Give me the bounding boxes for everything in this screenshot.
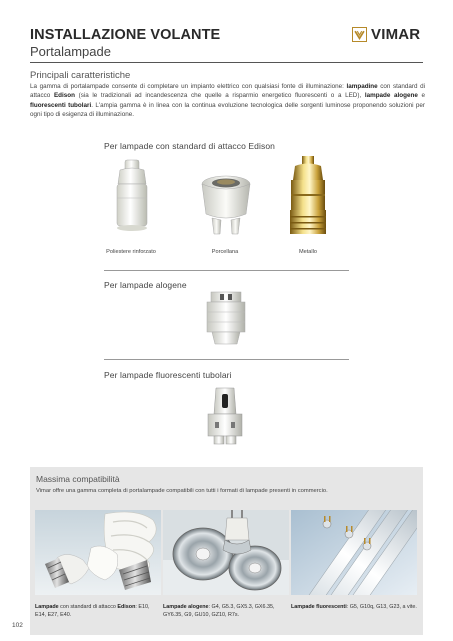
intro-paragraph [30, 82, 425, 119]
intro-bold: lampade alogene [364, 92, 418, 100]
halogen-lampholder-image [203, 290, 249, 348]
plastic-lampholder-image [110, 158, 154, 240]
caption-bold: Edison [117, 604, 136, 610]
caption-bold: Lampade [35, 604, 59, 610]
halogen-lamps-photo [163, 510, 289, 595]
page-title: INSTALLAZIONE VOLANTE [30, 27, 221, 43]
edison-lamps-caption [35, 604, 161, 619]
intro-bold: fluorescenti tubolari [30, 101, 92, 109]
caption-bold: Lampade alogene [163, 604, 209, 610]
fluorescent-group-title: Per lampade fluorescenti tubolari [104, 370, 232, 380]
intro-bold: lampadine [346, 83, 378, 90]
compatibility-heading: Massima compatibilità [36, 474, 120, 484]
header-divider [30, 62, 423, 63]
brand-logo [352, 26, 420, 43]
halogen-lamps-caption [163, 604, 289, 619]
page-subtitle: Portalampade [30, 44, 111, 59]
fluorescent-lamps-photo [291, 510, 417, 595]
edison-caption-2: Porcellana [211, 249, 239, 255]
intro-bold: Edison [53, 92, 75, 100]
group-divider [104, 359, 349, 360]
fluorescent-lamps-caption [291, 604, 417, 612]
intro-text: . L'ampia gamma è in linea con la continua evoluzione tecnologica delle sorgenti luminose proponendo soluzioni per ogni tipo di esigenza di illuminazione. [30, 101, 426, 118]
vimar-logo-icon [352, 27, 367, 42]
intro-text: (sia le tradizionali ad incandescenza che quelle a risparmio energetico fluorescenti o a LED), [74, 92, 365, 100]
edison-caption-1: Poliestere rinforzato [106, 249, 156, 255]
edison-group-title: Per lampade con standard di attacco Edison [104, 141, 275, 151]
edison-caption-3: Metallo [298, 249, 318, 255]
features-heading: Principali caratteristiche [30, 70, 131, 81]
intro-text: La gamma di portalampade consente di completare un impianto elettrico con qualsiasi fonte di illuminazione: [30, 83, 347, 90]
caption-text: con standard di attacco [58, 604, 118, 610]
metal-lampholder-image [285, 154, 331, 240]
fluorescent-lampholder-image [202, 384, 248, 448]
intro-text: e [417, 92, 425, 100]
caption-text: : G4, G5.3, GX5.3, GX6.35, GY6.35, G9, GU10, GZ10, R7s. [163, 604, 275, 618]
caption-bold: Lampade fluorescenti [291, 604, 347, 610]
page-number: 102 [12, 622, 23, 629]
caption-text: : G5, G10q, G13, G23, a vite. [346, 604, 417, 610]
halogen-group-title: Per lampade alogene [104, 280, 187, 290]
compatibility-panel [30, 467, 423, 635]
brand-name: VIMAR [371, 26, 421, 43]
porcelain-lampholder-image [198, 174, 254, 240]
group-divider [104, 270, 349, 271]
intro-text: con standard di attacco [30, 83, 425, 100]
compatibility-text: Vimar offre una gamma completa di portalampade compatibili con tutti i formati di lampade presenti in commercio. [36, 488, 328, 494]
caption-text: : E10, E14, E27, E40. [35, 604, 150, 618]
edison-lamps-photo [35, 510, 161, 595]
